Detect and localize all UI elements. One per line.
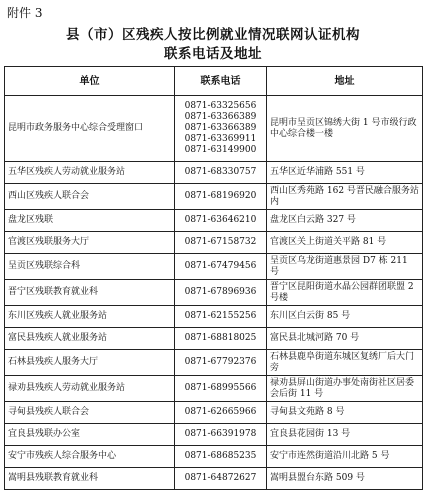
- cell-phone: [175, 402, 267, 424]
- cell-address: 官渡区关上街道关平路 81 号: [267, 232, 423, 254]
- cell-phone: [175, 254, 267, 280]
- cell-unit: 宜良县残联办公室: [5, 424, 175, 446]
- cell-phone: [175, 232, 267, 254]
- phone-number: 0871-63149900: [184, 145, 257, 155]
- phone-number: 0871-62665966: [184, 407, 257, 417]
- phone-number: 0871-68995566: [184, 383, 257, 393]
- cell-address: 五华区近华浦路 551 号: [267, 162, 423, 184]
- table-row: [5, 376, 423, 402]
- cell-unit: 昆明市政务服务中心综合受理窗口: [5, 96, 175, 162]
- table-row: [5, 402, 423, 424]
- cell-unit: 禄劝县残疾人劳动就业服务站: [5, 376, 175, 402]
- cell-unit: 富民县残疾人就业服务站: [5, 328, 175, 350]
- phone-number: 0871-68818025: [184, 333, 257, 343]
- phone-number: 0871-64872627: [184, 473, 257, 483]
- header-address: 地址: [267, 67, 423, 96]
- phone-number: 0871-63369911: [184, 134, 257, 144]
- cell-unit: 官渡区残联服务大厅: [5, 232, 175, 254]
- cell-address: 呈贡区乌龙街道惠景园 D7 栋 211 号: [267, 254, 423, 280]
- attachment-label: 附件 3: [7, 6, 43, 20]
- phone-number: 0871-63646210: [184, 215, 257, 225]
- table-row: [5, 424, 423, 446]
- phone-number: 0871-67479456: [184, 261, 257, 271]
- phone-number: 0871-68330757: [184, 167, 257, 177]
- cell-phone: [175, 162, 267, 184]
- cell-unit: 安宁市残疾人综合服务中心: [5, 446, 175, 468]
- cell-phone: [175, 96, 267, 162]
- cell-address: 宜良县花园街 13 号: [267, 424, 423, 446]
- cell-unit: 嵩明县残联教育就业科: [5, 468, 175, 490]
- table-row: [5, 280, 423, 306]
- phone-number: 0871-68685235: [184, 451, 257, 461]
- phone-number: 0871-62155256: [184, 311, 257, 321]
- cell-unit: 寻甸县残疾人联合会: [5, 402, 175, 424]
- header-unit: 单位: [5, 67, 175, 96]
- phone-number: 0871-66391978: [184, 429, 257, 439]
- page-title: 县（市）区残疾人按比例就业情况联网认证机构: [66, 27, 360, 43]
- cell-phone: [175, 446, 267, 468]
- cell-phone: [175, 280, 267, 306]
- cell-phone: [175, 424, 267, 446]
- table-row: [5, 350, 423, 376]
- cell-address: 富民县北城河路 70 号: [267, 328, 423, 350]
- cell-unit: 东川区残疾人就业服务站: [5, 306, 175, 328]
- phone-number: 0871-63366389: [184, 123, 257, 133]
- phone-number: 0871-63366389: [184, 112, 257, 122]
- cell-address: 东川区白云街 85 号: [267, 306, 423, 328]
- cell-phone: [175, 350, 267, 376]
- cell-unit: 西山区残疾人联合会: [5, 184, 175, 210]
- cell-unit: 呈贡区残联综合科: [5, 254, 175, 280]
- cell-address: 昆明市呈贡区锦绣大街 1 号市级行政中心综合楼一楼: [267, 96, 423, 162]
- table-row: [5, 328, 423, 350]
- page-subtitle: 联系电话及地址: [164, 46, 262, 62]
- header-phone: 联系电话: [175, 67, 267, 96]
- cell-phone: [175, 468, 267, 490]
- phone-number: 0871-67158732: [184, 237, 257, 247]
- cell-address: 安宁市连然街道沿川北路 5 号: [267, 446, 423, 468]
- table-row: [5, 210, 423, 232]
- table-row: [5, 306, 423, 328]
- cell-address: 石林县鹿阜街道东城区复绣厂后大门旁: [267, 350, 423, 376]
- contact-table: [4, 66, 423, 490]
- cell-address: 禄劝县屏山街道办事处南街社区居委会后街 11 号: [267, 376, 423, 402]
- cell-unit: 晋宁区残联教育就业科: [5, 280, 175, 306]
- cell-unit: 盘龙区残联: [5, 210, 175, 232]
- phone-number: 0871-67896936: [184, 287, 257, 297]
- cell-phone: [175, 328, 267, 350]
- cell-address: 西山区秀苑路 162 号晋民融合服务站内: [267, 184, 423, 210]
- table-row: [5, 232, 423, 254]
- cell-phone: [175, 210, 267, 232]
- table-row: [5, 468, 423, 490]
- cell-phone: [175, 184, 267, 210]
- table-body: [5, 96, 423, 490]
- cell-address: 晋宁区昆阳街道水晶公园群团联盟 2 号楼: [267, 280, 423, 306]
- phone-number: 0871-67792376: [184, 357, 257, 367]
- phone-number: 0871-68196920: [184, 191, 257, 201]
- table-row: [5, 162, 423, 184]
- cell-address: 寻甸县文苑路 8 号: [267, 402, 423, 424]
- table-row: [5, 184, 423, 210]
- cell-address: 嵩明县盟台东路 509 号: [267, 468, 423, 490]
- cell-phone: [175, 376, 267, 402]
- table-row: [5, 446, 423, 468]
- cell-unit: 五华区残疾人劳动就业服务站: [5, 162, 175, 184]
- cell-address: 盘龙区白云路 327 号: [267, 210, 423, 232]
- table-row: [5, 254, 423, 280]
- table-header-row: [5, 67, 423, 96]
- cell-unit: 石林县残疾人服务大厅: [5, 350, 175, 376]
- table-row: [5, 96, 423, 162]
- phone-number: 0871-63325656: [184, 101, 257, 111]
- cell-phone: [175, 306, 267, 328]
